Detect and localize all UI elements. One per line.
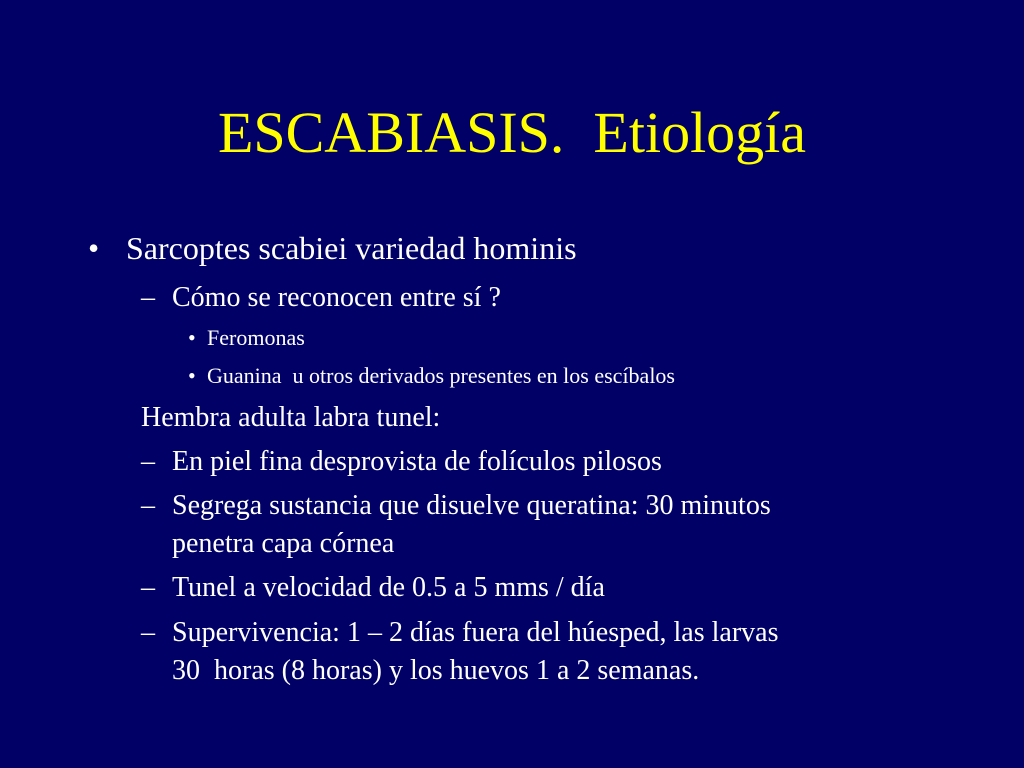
sub-bullet-segrega: Segrega sustancia que disuelve queratina: 30 minutos [172,490,771,521]
sub-bullet-supervivencia-cont: 30 horas (8 horas) y los huevos 1 a 2 semanas. [172,655,700,686]
dash-marker: – [141,617,155,648]
sub-bullet-supervivencia: Supervivencia: 1 – 2 días fuera del húesped, las larvas [172,617,779,648]
dash-marker: – [141,572,155,603]
sub-bullet-segrega-cont: penetra capa córnea [172,528,395,559]
dash-marker: – [141,282,155,313]
bullet-sarcoptes: Sarcoptes scabiei variedad hominis [126,230,577,266]
dash-marker: – [141,490,155,521]
paragraph-hembra: Hembra adulta labra tunel: [141,402,441,433]
sub-bullet-piel-fina: En piel fina desprovista de folículos pilosos [172,446,662,477]
sub-sub-bullet-feromonas: Feromonas [207,325,305,350]
sub-sub-bullet-guanina: Guanina u otros derivados presentes en los escíbalos [207,363,675,388]
bullet-marker: • [188,325,196,350]
dash-marker: – [141,446,155,477]
bullet-marker: • [188,363,196,388]
sub-bullet-tunel: Tunel a velocidad de 0.5 a 5 mms / día [172,572,605,603]
slide-title: ESCABIASIS. Etiología [217,100,807,165]
sub-bullet-reconocen: Cómo se reconocen entre sí ? [172,282,501,313]
bullet-marker: • [88,230,100,266]
